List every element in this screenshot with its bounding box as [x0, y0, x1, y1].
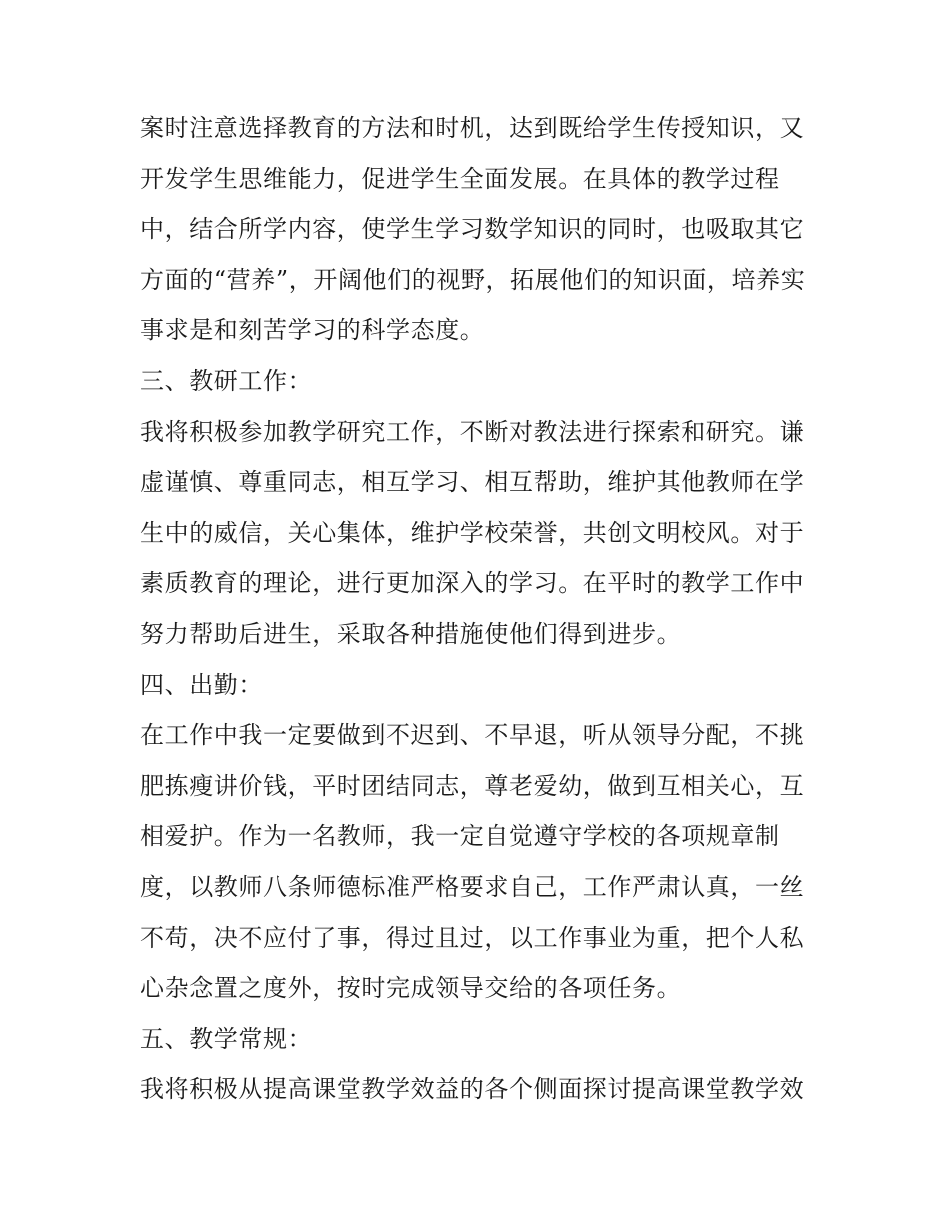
text-line: 方面的“营养”，开阔他们的视野，拓展他们的知识面，培养实 — [140, 265, 806, 294]
text-line: 素质教育的理论，进行更加深入的学习。在平时的教学工作中 — [140, 569, 805, 598]
text-line: 肥拣瘦讲价钱，平时团结同志，尊老爱幼，做到互相关心，互 — [140, 771, 805, 800]
text-line: 生中的威信，关心集体，维护学校荣誉，共创文明校风。对于 — [140, 518, 805, 547]
section-heading: 四、出勤： — [140, 670, 263, 699]
text-line: 事求是和刻苦学习的科学态度。 — [140, 316, 485, 345]
text-line: 虚谨慎、尊重同志，相互学习、相互帮助，维护其他教师在学 — [140, 468, 805, 497]
section-heading: 三、教研工作： — [140, 366, 313, 395]
text-line: 案时注意选择教育的方法和时机，达到既给学生传授知识，又 — [140, 114, 805, 142]
section-heading: 五、教学常规： — [140, 1024, 313, 1053]
text-line: 在工作中我一定要做到不迟到、不早退，听从领导分配，不挑 — [140, 721, 805, 750]
text-line: 度，以教师八条师德标准严格要求自己，工作严肃认真，一丝 — [140, 872, 805, 901]
text-line: 不苟，决不应付了事，得过且过，以工作事业为重，把个人私 — [140, 923, 805, 952]
text-line: 相爱护。作为一名教师，我一定自觉遵守学校的各项规章制 — [140, 822, 780, 851]
text-line: 中，结合所学内容，使学生学习数学知识的同时，也吸取其它 — [140, 215, 805, 244]
text-line: 开发学生思维能力，促进学生全面发展。在具体的教学过程 — [140, 164, 780, 193]
text-line: 心杂念置之度外，按时完成领导交给的各项任务。 — [140, 974, 682, 1003]
text-line: 我将积极从提高课堂教学效益的各个侧面探讨提高课堂教学效 — [140, 1075, 805, 1104]
text-line: 我将积极参加教学研究工作，不断对教法进行探索和研究。谦 — [140, 417, 805, 446]
document-body — [140, 103, 820, 1115]
text-line: 努力帮助后进生，采取各种措施使他们得到进步。 — [140, 619, 682, 648]
